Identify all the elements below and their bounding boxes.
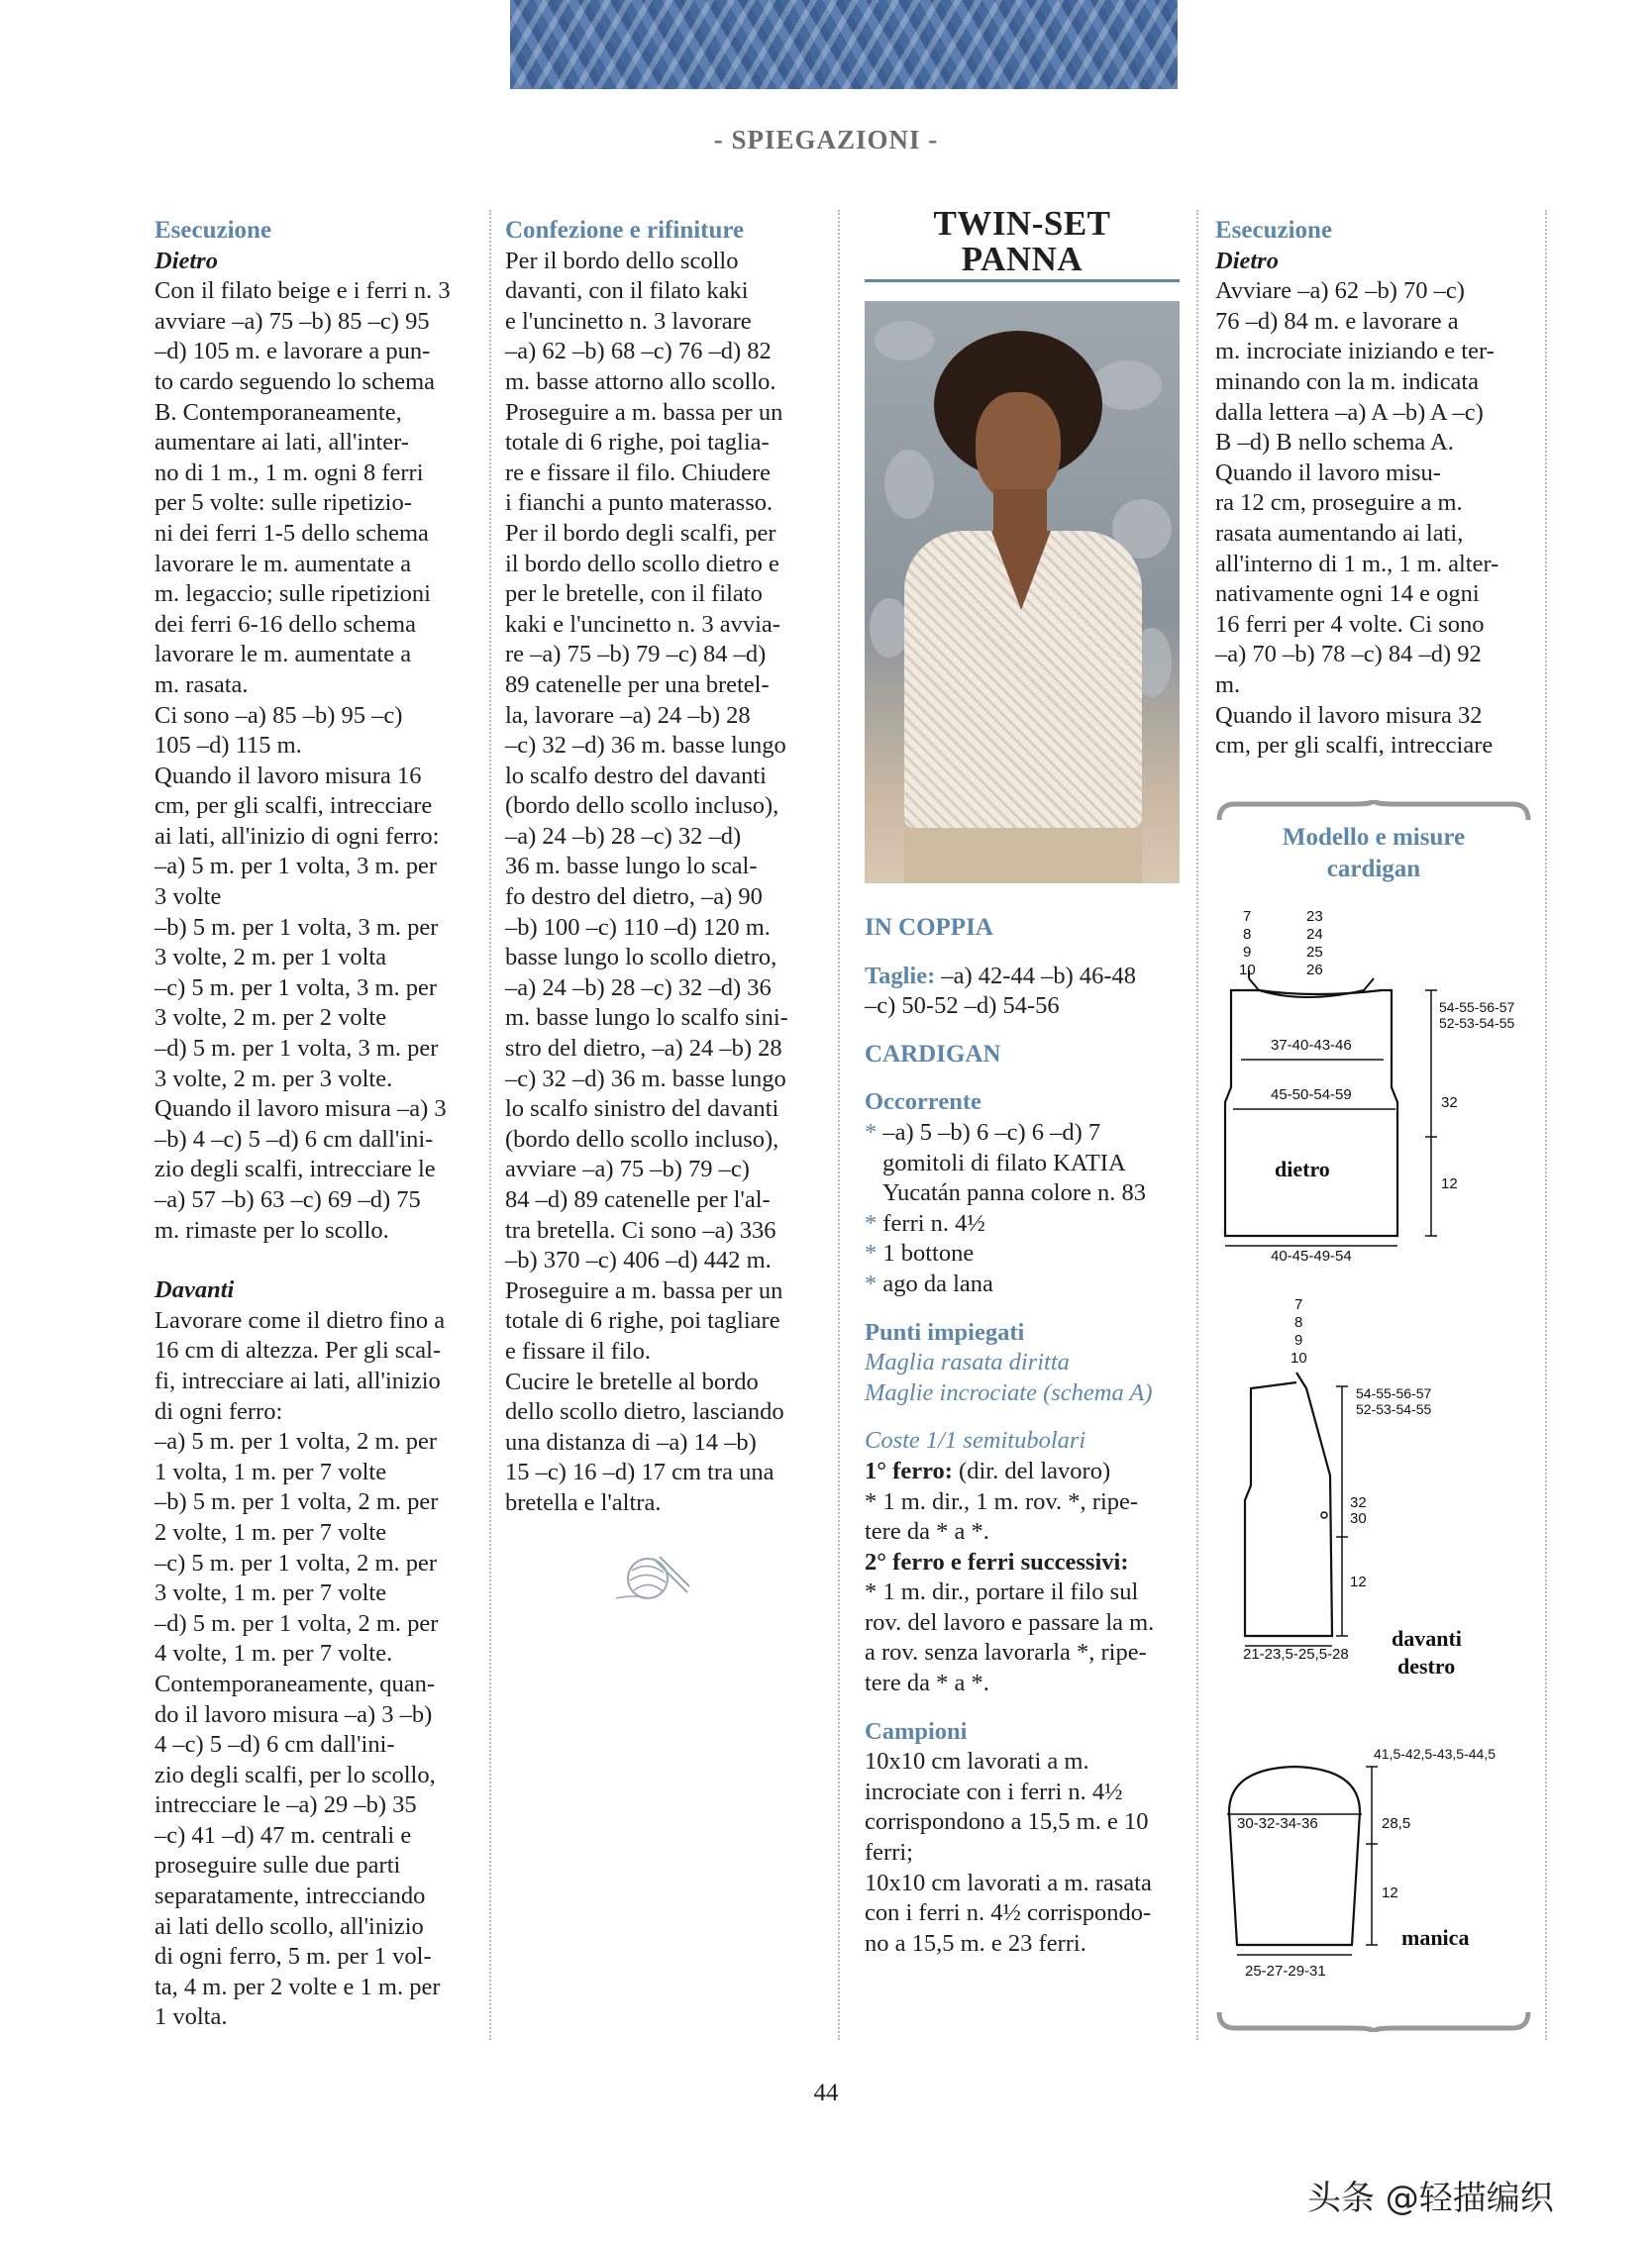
text-line: minando con la m. indicata	[1215, 367, 1480, 395]
dietro-schematic	[1215, 899, 1532, 1295]
occorrente-item: * 1 bottone	[865, 1240, 975, 1268]
yarn-ball-icon	[614, 1551, 693, 1611]
text-line: ferri;	[865, 1839, 913, 1867]
text-line: –a) 5 m. per 1 volta, 2 m. per	[155, 1428, 438, 1456]
davanti-bottom-width: 21-23,5-25,5-28	[1243, 1646, 1349, 1663]
diagram-bottom-brace	[1215, 2010, 1532, 2034]
text-line: totale di 6 righe, poi tagliare	[505, 1307, 780, 1335]
text-line: tere da * a *.	[865, 1670, 989, 1697]
text-line: e fissare il filo.	[505, 1337, 651, 1365]
text-line: Per il bordo degli scalfi, per	[505, 519, 776, 547]
text-line: 3 volte, 2 m. per 3 volte.	[155, 1065, 393, 1092]
occorrente-item: Yucatán panna colore n. 83	[882, 1179, 1146, 1207]
dietro-right-top-2: 52-53-54-55	[1439, 1015, 1515, 1031]
text-line: –b) 100 –c) 110 –d) 120 m.	[505, 913, 771, 941]
davanti-top-num: 7	[1294, 1296, 1303, 1313]
text-line: ai lati, all'inizio di ogni ferro:	[155, 822, 440, 850]
text-line: 10x10 cm lavorati a m.	[865, 1748, 1089, 1776]
text-line: m. incrociate iniziando e ter-	[1215, 338, 1495, 365]
text-line: ni dei ferri 1-5 dello schema	[155, 519, 429, 547]
text-line: per 5 volte: sulle ripetizio-	[155, 489, 412, 517]
ferro2-text	[865, 1578, 1182, 1698]
text-line: (bordo dello scollo incluso),	[505, 1125, 779, 1153]
text-line: fi, intrecciare ai lati, all'inizio	[155, 1367, 441, 1394]
text-line: e l'uncinetto n. 3 lavorare	[505, 307, 752, 335]
text-line: re –a) 75 –b) 79 –c) 84 –d)	[505, 641, 767, 668]
dietro-left-num: 7	[1243, 908, 1252, 925]
text-line: di ogni ferro:	[155, 1397, 283, 1425]
text-line: davanti, con il filato kaki	[505, 277, 749, 305]
text-line: kaki e l'uncinetto n. 3 avvia-	[505, 610, 780, 638]
text-line: Avviare –a) 62 –b) 70 –c)	[1215, 277, 1465, 305]
text-line: –d) 5 m. per 1 volta, 3 m. per	[155, 1035, 439, 1063]
dietro-top-num: 23	[1306, 908, 1323, 925]
text-line: bretella e l'altra.	[505, 1488, 662, 1516]
col4-dietro-subtitle: Dietro	[1215, 247, 1279, 274]
text-line: –d) 5 m. per 1 volta, 2 m. per	[155, 1609, 439, 1637]
dietro-label: dietro	[1275, 1157, 1330, 1181]
col2-heading: Confezione e rifiniture	[505, 217, 745, 244]
text-line: tere da * a *.	[865, 1518, 989, 1546]
page-header: - SPIEGAZIONI -	[713, 125, 939, 154]
text-line: intrecciare le –a) 29 –b) 35	[155, 1791, 417, 1819]
text-line: 16 ferri per 4 volte. Ci sono	[1215, 610, 1485, 638]
text-line: m. basse lungo lo scalfo sini-	[505, 1004, 788, 1032]
davanti-height-1: 32	[1350, 1494, 1367, 1511]
dietro-height-1: 32	[1441, 1094, 1458, 1111]
text-line: per le bretelle, con il filato	[505, 580, 763, 608]
text-line: avviare –a) 75 –b) 85 –c) 95	[155, 307, 430, 335]
text-line: –a) 70 –b) 78 –c) 84 –d) 92	[1215, 641, 1482, 668]
text-line: –a) 24 –b) 28 –c) 32 –d)	[505, 822, 742, 850]
dietro-subtitle: Dietro	[155, 247, 218, 274]
text-line: no a 15,5 m. e 23 ferri.	[865, 1929, 1086, 1957]
text-line: zio degli scalfi, per lo scollo,	[155, 1761, 436, 1788]
text-line: 3 volte, 2 m. per 1 volta	[155, 944, 387, 971]
davanti-right-top-2: 52-53-54-55	[1356, 1401, 1432, 1417]
text-line: Quando il lavoro misura 32	[1215, 701, 1483, 729]
coste-heading: Coste 1/1 semitubolari	[865, 1427, 1086, 1455]
davanti-top-num: 10	[1291, 1350, 1307, 1367]
text-line: proseguire sulle due parti	[155, 1852, 401, 1880]
dietro-top-num: 26	[1306, 962, 1323, 978]
text-line: * 1 m. dir., 1 m. rov. *, ripe-	[865, 1487, 1139, 1515]
text-line: Proseguire a m. bassa per un	[505, 398, 783, 426]
pattern-title	[865, 206, 1180, 277]
title-rule	[865, 279, 1180, 282]
text-line: una distanza di –a) 14 –b)	[505, 1428, 757, 1456]
text-line: dello scollo dietro, lasciando	[505, 1398, 784, 1426]
title-line-2: PANNA	[961, 240, 1084, 278]
manica-height-2: 12	[1382, 1884, 1398, 1901]
dietro-width-2: 45-50-54-59	[1271, 1086, 1352, 1103]
text-line: Quando il lavoro misu-	[1215, 458, 1441, 486]
text-line: avviare –a) 75 –b) 79 –c)	[505, 1156, 750, 1183]
cardigan-heading: CARDIGAN	[865, 1040, 1001, 1068]
text-line: 4 volte, 1 m. per 7 volte.	[155, 1640, 393, 1668]
model-photo	[865, 301, 1180, 883]
taglie-value-2: –c) 50-52 –d) 54-56	[865, 992, 1060, 1020]
text-line: no di 1 m., 1 m. ogni 8 ferri	[155, 458, 424, 486]
text-line: separatamente, intrecciando	[155, 1883, 426, 1910]
text-line: lavorare le m. aumentate a	[155, 550, 412, 577]
manica-label: manica	[1401, 1925, 1470, 1950]
occorrente-list	[865, 1118, 1182, 1300]
text-line: 10x10 cm lavorati a m. rasata	[865, 1869, 1152, 1896]
text-line: cm, per gli scalfi, intrecciare	[1215, 732, 1494, 760]
dietro-text	[155, 276, 479, 1246]
text-line: cm, per gli scalfi, intrecciare	[155, 792, 433, 820]
occorrente-heading: Occorrente	[865, 1088, 981, 1116]
davanti-label-2: destro	[1397, 1654, 1456, 1679]
davanti-top-num: 9	[1294, 1332, 1303, 1349]
text-line: fo destro del dietro, –a) 90	[505, 883, 763, 911]
text-line: zio degli scalfi, intrecciare le	[155, 1156, 436, 1183]
text-line: 16 cm di altezza. Per gli scal-	[155, 1337, 442, 1365]
text-line: –c) 32 –d) 36 m. basse lungo	[505, 732, 786, 760]
text-line: 84 –d) 89 catenelle per l'al-	[505, 1186, 771, 1213]
text-line: to cardo seguendo lo schema	[155, 367, 436, 395]
text-line: B. Contemporaneamente,	[155, 398, 402, 426]
text-line: 3 volte, 2 m. per 2 volte	[155, 1004, 387, 1032]
column-divider	[838, 210, 840, 2040]
manica-bottom: 25-27-29-31	[1245, 1963, 1326, 1980]
text-line: –a) 57 –b) 63 –c) 69 –d) 75	[155, 1186, 421, 1213]
text-line: 15 –c) 16 –d) 17 cm tra una	[505, 1459, 774, 1486]
text-line: di ogni ferro, 5 m. per 1 vol-	[155, 1943, 432, 1971]
text-line: Lavorare come il dietro fino a	[155, 1306, 446, 1334]
text-line: Ci sono –a) 85 –b) 95 –c)	[155, 701, 403, 729]
text-line: lavorare le m. aumentate a	[155, 641, 412, 668]
text-line: –d) 105 m. e lavorare a pun-	[155, 338, 431, 365]
diagram-title-line-1: Modello e misure	[1282, 824, 1466, 851]
dietro-top-num: 25	[1306, 944, 1323, 961]
diagram-top-brace	[1215, 798, 1532, 822]
text-line: 4 –c) 5 –d) 6 cm dall'ini-	[155, 1731, 395, 1759]
text-line: 105 –d) 115 m.	[155, 732, 302, 760]
confezione-text	[505, 247, 832, 1519]
davanti-height-2: 12	[1350, 1574, 1367, 1590]
text-line: 89 catenelle per una bretel-	[505, 670, 770, 698]
text-line: m. basse attorno allo scollo.	[505, 367, 776, 395]
punti-item-2: Maglie incrociate (schema A)	[865, 1378, 1153, 1406]
dietro-left-num: 10	[1239, 962, 1256, 978]
text-line: 2 volte, 1 m. per 7 volte	[155, 1518, 387, 1546]
title-line-1: TWIN-SET	[933, 204, 1111, 243]
col4-dietro-text	[1215, 276, 1542, 762]
text-line: –c) 5 m. per 1 volta, 2 m. per	[155, 1549, 438, 1577]
text-line: re e fissare il filo. Chiudere	[505, 458, 772, 486]
occorrente-item: gomitoli di filato KATIA	[882, 1149, 1126, 1176]
page-number: 44	[813, 2080, 839, 2106]
column-divider	[1196, 210, 1198, 2040]
punti-heading: Punti impiegati	[865, 1318, 1025, 1346]
text-line: 1 volta, 1 m. per 7 volte	[155, 1458, 387, 1485]
text-line: –b) 5 m. per 1 volta, 3 m. per	[155, 913, 439, 941]
text-line: –c) 5 m. per 1 volta, 3 m. per	[155, 973, 438, 1001]
text-line: dei ferri 6-16 dello schema	[155, 610, 416, 638]
diagram-title-line-2: cardigan	[1326, 856, 1421, 882]
dietro-right-top-1: 54-55-56-57	[1439, 999, 1515, 1015]
text-line: Con il filato beige e i ferri n. 3	[155, 277, 451, 305]
column-1	[155, 216, 479, 2033]
text-line: –b) 5 m. per 1 volta, 2 m. per	[155, 1488, 439, 1516]
text-line: lo scalfo destro del davanti	[505, 762, 767, 789]
text-line: m. rasata.	[155, 670, 249, 698]
occorrente-item: * ferri n. 4½	[865, 1209, 985, 1237]
watermark: 头条 @轻描编织	[1307, 2179, 1554, 2218]
occorrente-item: * ago da lana	[865, 1270, 993, 1297]
text-line: Cucire le bretelle al bordo	[505, 1368, 759, 1395]
davanti-schematic	[1215, 1287, 1532, 1683]
manica-schematic	[1215, 1733, 1532, 1990]
text-line: con i ferri n. 4½ corrispondo-	[865, 1899, 1152, 1927]
davanti-right-top-1: 54-55-56-57	[1356, 1385, 1432, 1401]
text-line: (bordo dello scollo incluso),	[505, 792, 779, 820]
in-coppia-heading: IN COPPIA	[865, 914, 993, 941]
column-divider	[1545, 210, 1547, 2040]
campioni-text	[865, 1747, 1182, 1959]
text-line: Quando il lavoro misura –a) 3	[155, 1095, 447, 1123]
knit-texture-banner	[510, 0, 1178, 89]
dietro-height-2: 12	[1441, 1175, 1458, 1192]
text-line: Contemporaneamente, quan-	[155, 1670, 436, 1697]
ferro1-text: (dir. del lavoro)	[952, 1457, 1111, 1484]
text-line: 3 volte, 1 m. per 7 volte	[155, 1579, 387, 1607]
text-line: –b) 4 –c) 5 –d) 6 cm dall'ini-	[155, 1125, 434, 1153]
col1-heading: Esecuzione	[155, 217, 272, 244]
text-line: ta, 4 m. per 2 volte e 1 m. per	[155, 1973, 441, 2000]
text-line: Proseguire a m. bassa per un	[505, 1276, 783, 1304]
campioni-heading: Campioni	[865, 1717, 968, 1745]
dietro-left-num: 8	[1243, 926, 1252, 943]
text-line: 1 volta.	[155, 2003, 228, 2031]
text-line: rov. del lavoro e passare la m.	[865, 1608, 1155, 1636]
col4-heading: Esecuzione	[1215, 217, 1333, 244]
text-line: la, lavorare –a) 24 –b) 28	[505, 701, 751, 729]
davanti-top-num: 8	[1294, 1314, 1303, 1331]
manica-width: 30-32-34-36	[1237, 1815, 1318, 1832]
dietro-top-num: 24	[1306, 926, 1323, 943]
text-line: do il lavoro misura –a) 3 –b)	[155, 1700, 433, 1728]
manica-top: 41,5-42,5-43,5-44,5	[1374, 1746, 1496, 1762]
text-line: –c) 41 –d) 47 m. centrali e	[155, 1821, 412, 1849]
text-line: ra 12 cm, proseguire a m.	[1215, 489, 1463, 517]
text-line: 76 –d) 84 m. e lavorare a	[1215, 307, 1459, 335]
text-line: m. rimaste per lo scollo.	[155, 1216, 389, 1244]
text-line: 3 volte	[155, 883, 222, 911]
column-4	[1215, 216, 1542, 762]
davanti-text	[155, 1306, 479, 2033]
manica-height-1: 28,5	[1382, 1815, 1411, 1832]
text-line: Quando il lavoro misura 16	[155, 762, 422, 789]
taglie-value-1: –a) 42-44 –b) 46-48	[935, 962, 1137, 989]
punti-item-1: Maglia rasata diritta	[865, 1349, 1070, 1376]
text-line: incrociate con i ferri n. 4½	[865, 1778, 1123, 1805]
column-divider	[489, 210, 491, 2040]
occorrente-item: * –a) 5 –b) 6 –c) 6 –d) 7	[865, 1118, 1101, 1146]
text-line: * 1 m. dir., portare il filo sul	[865, 1579, 1139, 1606]
text-line: tra bretella. Ci sono –a) 336	[505, 1216, 776, 1244]
davanti-height-1b: 30	[1350, 1510, 1367, 1527]
text-line: ai lati dello scollo, all'inizio	[155, 1912, 424, 1940]
text-line: Per il bordo dello scollo	[505, 247, 739, 274]
text-line: lo scalfo sinistro del davanti	[505, 1095, 779, 1123]
column-2	[505, 216, 832, 1519]
text-line: dalla lettera –a) A –b) A –c)	[1215, 398, 1484, 426]
text-line: –c) 32 –d) 36 m. basse lungo	[505, 1065, 786, 1092]
diagram-title	[1215, 822, 1532, 885]
text-line: –a) 24 –b) 28 –c) 32 –d) 36	[505, 973, 772, 1001]
dietro-width-1: 37-40-43-46	[1271, 1037, 1352, 1054]
dietro-bottom-width: 40-45-49-54	[1271, 1248, 1352, 1265]
text-line: m.	[1215, 670, 1241, 698]
text-line: il bordo dello scollo dietro e	[505, 550, 779, 577]
davanti-label-1: davanti	[1392, 1626, 1462, 1651]
text-line: a rov. senza lavorarla *, ripe-	[865, 1639, 1147, 1667]
text-line: m. legaccio; sulle ripetizioni	[155, 580, 431, 608]
text-line: nativamente ogni 14 e ogni	[1215, 580, 1480, 608]
text-line: basse lungo lo scollo dietro,	[505, 944, 777, 971]
ferro1-label: 1° ferro:	[865, 1457, 953, 1484]
text-line: corrispondono a 15,5 m. e 10	[865, 1808, 1149, 1836]
davanti-subtitle: Davanti	[155, 1276, 235, 1304]
ferro1-text-rest	[865, 1487, 1182, 1548]
text-line: –b) 370 –c) 406 –d) 442 m.	[505, 1247, 772, 1274]
text-line: i fianchi a punto materasso.	[505, 489, 774, 517]
text-line: totale di 6 righe, poi taglia-	[505, 429, 770, 457]
text-line: B –d) B nello schema A.	[1215, 429, 1454, 457]
text-line: –a) 5 m. per 1 volta, 3 m. per	[155, 853, 438, 880]
text-line: 36 m. basse lungo lo scal-	[505, 853, 758, 880]
text-line: aumentare ai lati, all'inter-	[155, 429, 409, 457]
text-line: all'interno di 1 m., 1 m. alter-	[1215, 550, 1499, 577]
column-3	[865, 913, 1182, 1959]
text-line: rasata aumentando ai lati,	[1215, 519, 1464, 547]
text-line: stro del dietro, –a) 24 –b) 28	[505, 1035, 782, 1063]
text-line: –a) 62 –b) 68 –c) 76 –d) 82	[505, 338, 772, 365]
dietro-left-num: 9	[1243, 944, 1252, 961]
ferro2-label: 2° ferro e ferri successivi:	[865, 1548, 1129, 1576]
taglie-label: Taglie:	[865, 962, 936, 989]
